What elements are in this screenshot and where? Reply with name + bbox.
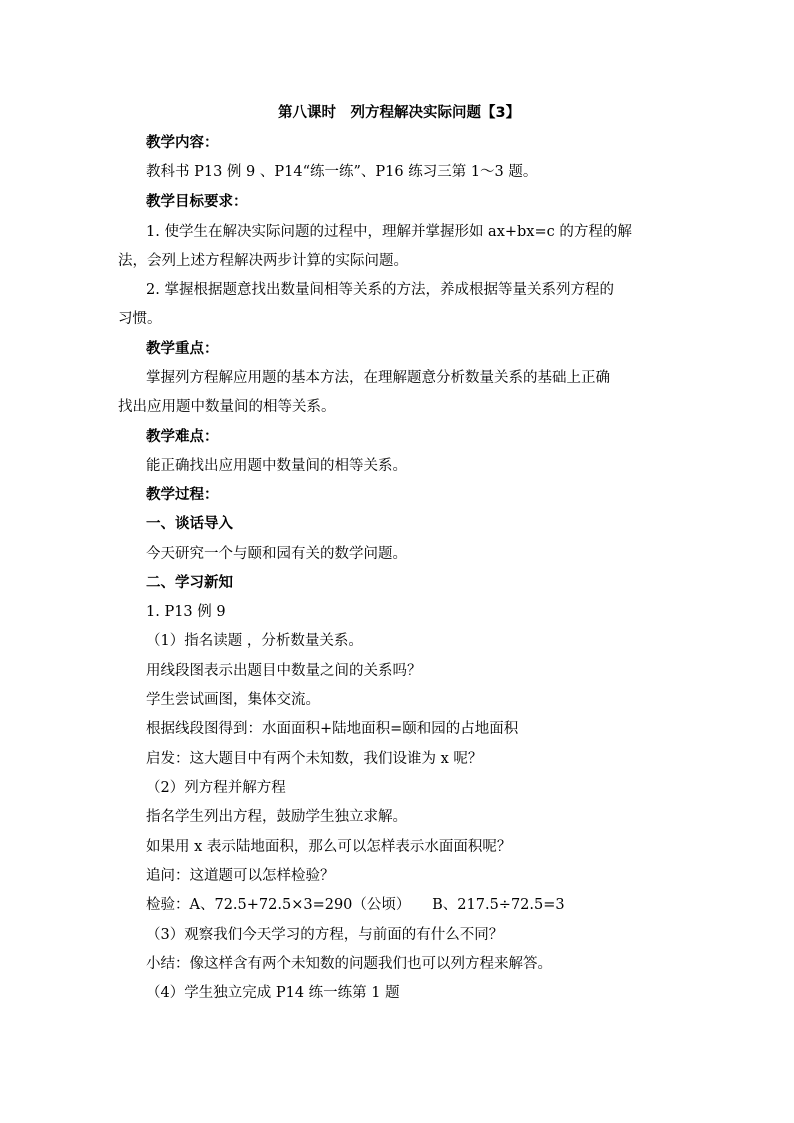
page-title: 第八课时 列方程解决实际问题【3】 [278, 105, 521, 121]
step3: （3）观察我们今天学习的方程，与前面的有什么不同？ [146, 927, 504, 943]
step1-question: 用线段图表示出题目中数量之间的关系吗？ [146, 663, 422, 679]
goals-heading: 教学目标要求： [146, 194, 248, 210]
difficulty-heading: 教学难点： [146, 429, 219, 445]
key-line1: 掌握列方程解应用题的基本方法，在理解题意分析数量关系的基础上正确 [146, 370, 610, 386]
example-label: 1. P13 例 9 [146, 604, 226, 620]
goal1-line1: 1. 使学生在解决实际问题的过程中，理解并掌握形如 ax+bx=c 的方程的解 [146, 224, 632, 240]
step2-check: 检验：A、72.5+72.5×3=290（公顷） B、217.5÷72.5=3 [146, 897, 565, 913]
step1-answer: 学生尝试画图，集体交流。 [146, 692, 320, 708]
key-heading: 教学重点： [146, 341, 219, 357]
step4: （4）学生独立完成 P14 练一练第 1 题 [146, 985, 400, 1001]
step2-answer: 指名学生列出方程，鼓励学生独立求解。 [146, 809, 407, 825]
goal2-line1: 2. 掌握根据题意找出数量间相等关系的方法，养成根据等量关系列方程的 [146, 282, 614, 298]
step2: （2）列方程并解方程 [146, 780, 286, 796]
step2-question: 如果用 x 表示陆地面积，那么可以怎样表示水面面积呢？ [146, 839, 512, 855]
step3-summary: 小结：像这样含有两个未知数的问题我们也可以列方程来解答。 [146, 956, 552, 972]
content-text: 教科书 P13 例 9 、P14“练一练”、P16 练习三第 1～3 题。 [146, 164, 538, 180]
difficulty-text: 能正确找出应用题中数量间的相等关系。 [146, 458, 407, 474]
key-line2: 找出应用题中数量间的相等关系。 [118, 399, 336, 415]
step1-relation: 根据线段图得到：水面面积+陆地面积=颐和园的占地面积 [146, 721, 519, 737]
section2-heading: 二、学习新知 [146, 575, 233, 591]
step1: （1）指名读题 ，分析数量关系。 [146, 633, 363, 649]
goal1-line2: 法，会列上述方程解决两步计算的实际问题。 [118, 253, 408, 269]
section1-text: 今天研究一个与颐和园有关的数学问题。 [146, 546, 407, 562]
goal2-line2: 习惯。 [118, 311, 162, 327]
step2-followup: 追问：这道题可以怎样检验？ [146, 868, 335, 884]
content-heading: 教学内容： [146, 135, 219, 151]
process-heading: 教学过程： [146, 487, 219, 503]
step1-hint: 启发：这大题目中有两个未知数，我们设谁为 x 呢？ [146, 751, 483, 767]
section1-heading: 一、谈话导入 [146, 516, 233, 532]
